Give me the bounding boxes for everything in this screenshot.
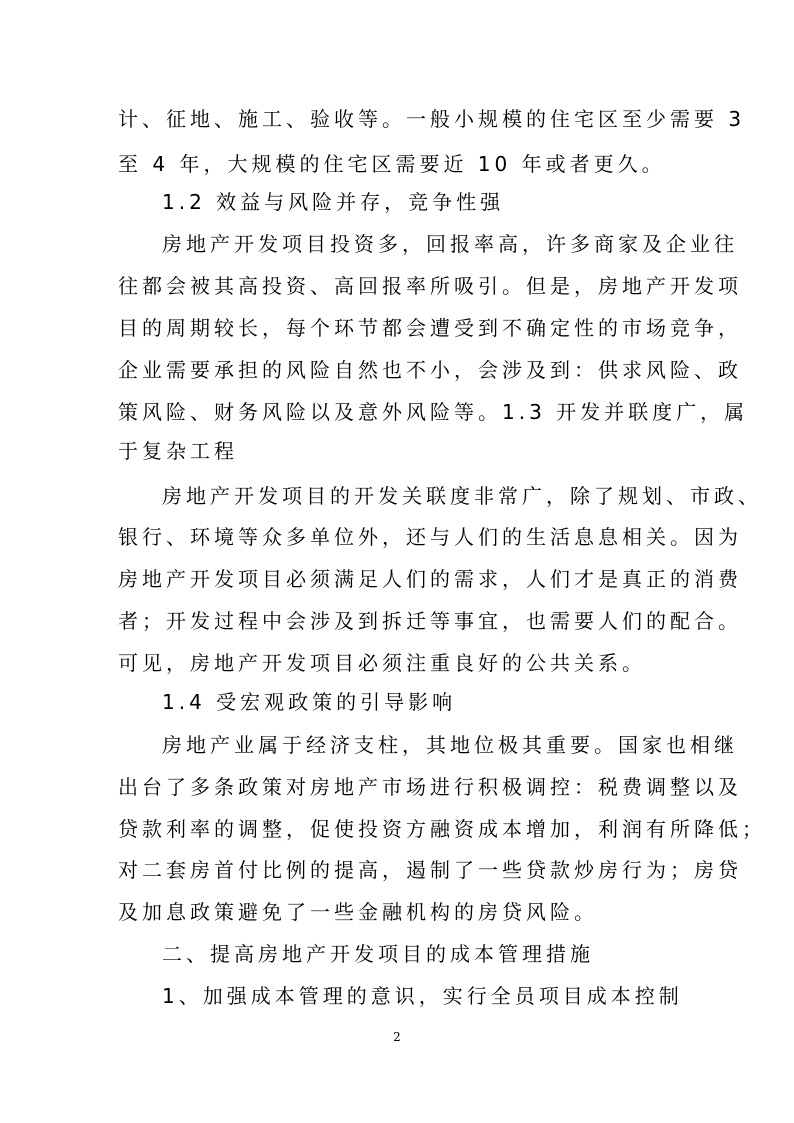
text-line: 至 4 年，大规模的住宅区需要近 10 年或者更久。	[118, 152, 666, 176]
section-heading: 1、加强成本管理的意识，实行全员项目成本控制	[162, 984, 683, 1008]
text-line: 计、征地、施工、验收等。一般小规模的住宅区至少需要 3	[118, 107, 746, 131]
text-line: 往都会被其高投资、高回报率所吸引。但是，房地产开发项	[118, 274, 742, 298]
text-line: 对二套房首付比例的提高，遏制了一些贷款炒房行为；房贷	[118, 858, 742, 882]
text-line: 可见，房地产开发项目必须注重良好的公共关系。	[118, 651, 646, 675]
text-line: 策风险、财务风险以及意外风险等。1.3 开发并联度广，属	[118, 400, 749, 424]
text-line: 贷款利率的调整，促使投资方融资成本增加，利润有所降低；	[118, 817, 766, 841]
text-line: 者；开发过程中会涉及到拆迁等事宜，也需要人们的配合。	[118, 609, 742, 633]
text-line: 房地产开发项目的开发关联度非常广，除了规划、市政、	[162, 484, 762, 508]
text-line: 房地产开发项目必须满足人们的需求，人们才是真正的消费	[118, 567, 742, 591]
text-line: 目的周期较长，每个环节都会遭受到不确定性的市场竞争，	[118, 316, 742, 340]
section-heading: 1.2 效益与风险并存，竞争性强	[162, 190, 505, 214]
text-line: 房地产业属于经济支柱，其地位极其重要。国家也相继	[162, 733, 738, 757]
text-line: 银行、环境等众多单位外，还与人们的生活息息相关。因为	[118, 525, 742, 549]
section-heading: 二、提高房地产开发项目的成本管理措施	[162, 942, 594, 966]
page-number: 2	[393, 1030, 401, 1044]
text-line: 企业需要承担的风险自然也不小，会涉及到：供求风险、政	[118, 358, 742, 382]
text-line: 于复杂工程	[118, 439, 238, 463]
text-line: 出台了多条政策对房地产市场进行积极调控：税费调整以及	[118, 775, 742, 799]
section-heading: 1.4 受宏观政策的引导影响	[162, 690, 457, 714]
text-line: 房地产开发项目投资多，回报率高，许多商家及企业往	[162, 232, 738, 256]
text-line: 及加息政策避免了一些金融机构的房贷风险。	[118, 900, 598, 924]
